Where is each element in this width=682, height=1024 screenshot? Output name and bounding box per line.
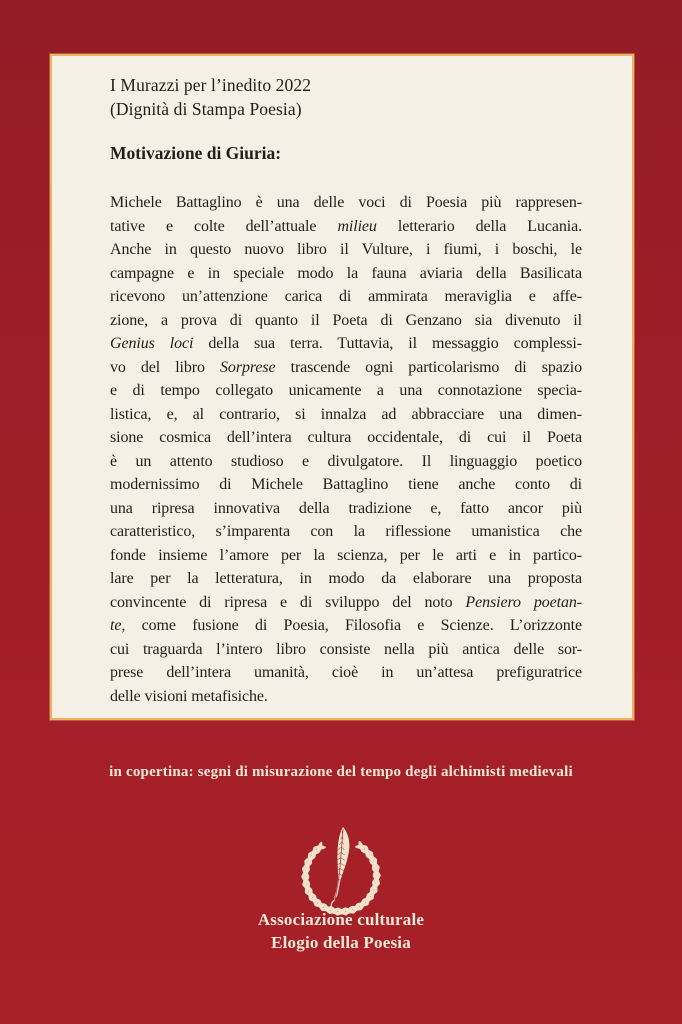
paragraph-line: convincente di ripresa e di sviluppo del noto Pensiero poetan- — [110, 593, 582, 611]
paragraph-line: una ripresa innovativa della tradizione e, fatto ancor più — [110, 499, 582, 517]
motivation-heading: Motivazione di Giuria: — [110, 143, 282, 163]
paragraph-line: tative e colte dell’attuale milieu letterario della Lucania. — [110, 217, 582, 235]
award-line-1: I Murazzi per l’inedito 2022 — [110, 75, 312, 95]
paragraph-line: cui traguarda l’intero libro consiste nella più antica delle sor- — [110, 640, 582, 658]
paragraph-line: è un attento studioso e divulgatore. Il linguaggio poetico — [110, 452, 582, 470]
association-name: Associazione culturale — [257, 910, 425, 929]
paragraph-line: vo del libro Sorprese trascende ogni particolarismo di spazio — [110, 358, 583, 376]
paragraph-line: campagne e in speciale modo la fauna aviaria della Basilicata — [110, 264, 582, 282]
paragraph-line: Anche in questo nuovo libro il Vulture, i fiumi, i boschi, le — [110, 241, 582, 258]
paragraph-line: prese dell’intera umanità, cioè in un’attesa prefiguratrice — [110, 664, 582, 681]
paragraph-line: zione, a prova di quanto il Poeta di Genzano sia divenuto il — [110, 311, 582, 329]
award-line-2: (Dignità di Stampa Poesia) — [110, 99, 302, 119]
paragraph-line: Genius loci della sua terra. Tuttavia, il messaggio complessi- — [110, 335, 582, 352]
paragraph-line: caratteristico, s’imparenta con la riflessione umanistica che — [110, 523, 582, 540]
paragraph-line: ricevono un’attenzione carica di ammirata meraviglia e affe- — [110, 288, 582, 305]
text-panel — [50, 54, 634, 720]
paragraph-line: listica, e, al contrario, si innalza ad abbracciare una dimen- — [110, 405, 582, 423]
award-title-block — [110, 73, 582, 121]
paragraph-line: Michele Battaglino è una delle voci di Poesia più rappresen- — [110, 194, 582, 211]
association-block — [0, 908, 682, 954]
paragraph-line: delle visioni metafisiche. — [110, 687, 268, 705]
laurel-wreath-feather-icon — [291, 824, 391, 916]
paragraph-line: sione cosmica dell’intera cultura occidentale, di cui il Poeta — [110, 429, 582, 446]
cover-note: in copertina: segni di misurazione del tempo degli alchimisti medievali — [109, 764, 573, 780]
paragraph-line: modernissimo di Michele Battaglino tiene anche conto di — [110, 476, 582, 493]
paragraph-line: fonde insieme l’amore per la scienza, per le arti e in partico- — [110, 546, 582, 564]
association-subtitle: Elogio della Poesia — [271, 933, 411, 952]
paragraph-line: te, come fusione di Poesia, Filosofia e Scienze. L’orizzonte — [110, 617, 582, 634]
paragraph-line: e di tempo collegato unicamente a una connotazione specia- — [110, 382, 582, 399]
paragraph-line: lare per la letteratura, in modo da elaborare una proposta — [110, 570, 582, 587]
jury-motivation-paragraph — [110, 191, 582, 708]
